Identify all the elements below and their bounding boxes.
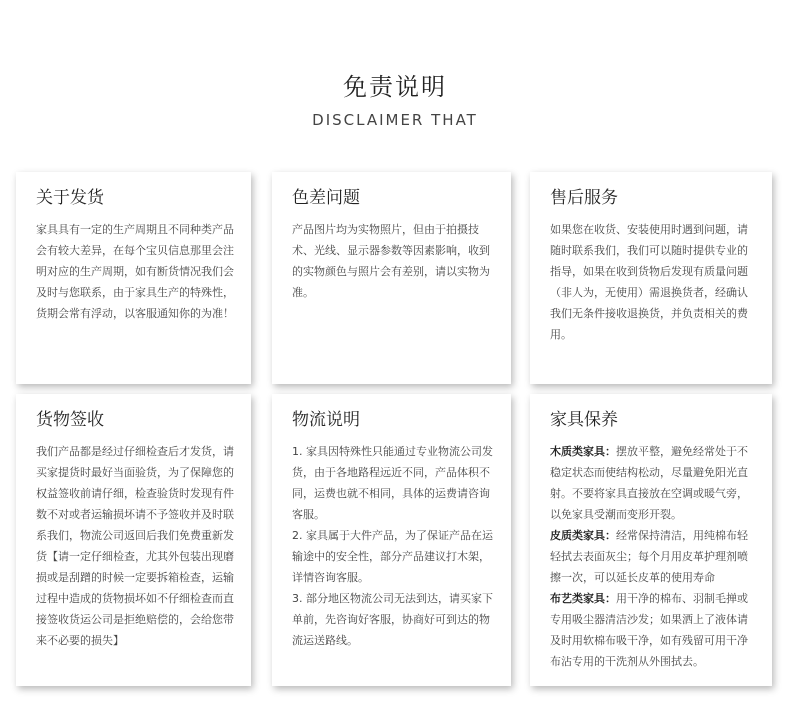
page-header	[0, 70, 790, 130]
card-body	[292, 219, 497, 303]
maintenance-item-label: 木质类家具：	[550, 445, 616, 458]
card-title: 货物签收	[36, 410, 104, 430]
maintenance-item-text: 用干净的棉布、羽制毛掸或专用吸尘器清洁沙发；如果洒上了液体请及时用软棉布吸干净，如有残留可用干净布沾专用的干洗剂从外围拭去。	[550, 592, 748, 668]
card-body	[550, 441, 758, 672]
card-body	[36, 219, 237, 324]
card-body	[36, 441, 237, 651]
card-paragraph: 2. 家具属于大件产品，为了保证产品在运输途中的安全性，部分产品建议打木架，详情咨询客服。	[292, 529, 493, 584]
maintenance-item	[550, 441, 758, 525]
card-paragraph: 如果您在收货、安装使用时遇到问题，请随时联系我们，我们可以随时提供专业的指导，如果在收到货物后发现有质量问题（非人为，无使用）需退换货者，经确认我们无条件接收退换货，并负责相关的费用。	[550, 223, 748, 341]
page-title: 免责说明	[343, 73, 447, 101]
card-title: 色差问题	[292, 188, 360, 208]
card-paragraph: 3. 部分地区物流公司无法到达，请买家下单前，先咨询好客服，协商好可到达的物流运送路线。	[292, 592, 493, 647]
card-shipping	[16, 172, 251, 384]
page-subtitle: DISCLAIMER THAT	[312, 111, 478, 129]
card-paragraph: 家具具有一定的生产周期且不同种类产品会有较大差异，在每个宝贝信息那里会注明对应的生产周期，如有断货情况我们会及时与您联系，由于家具生产的特殊性，货期会常有浮动，以客服通知你的为准！	[36, 223, 234, 320]
maintenance-item-label: 皮质类家具：	[550, 529, 616, 542]
card-logistics	[272, 394, 511, 686]
card-paragraph: 1. 家具因特殊性只能通过专业物流公司发货，由于各地路程远近不同，产品体积不同，运费也就不相同，具体的运费请咨询客服。	[292, 445, 493, 521]
card-body	[292, 441, 497, 651]
maintenance-item-text: 摆放平整，避免经常处于不稳定状态而使结构松动，尽量避免阳光直射。不要将家具直接放在空调或暖气旁，以免家具受潮而变形开裂。	[550, 445, 748, 521]
maintenance-item	[550, 588, 758, 672]
card-receipt	[16, 394, 251, 686]
card-body	[550, 219, 758, 345]
card-title: 家具保养	[550, 410, 618, 430]
maintenance-item-text: 经常保持清洁，用纯棉布轻轻拭去表面灰尘；每个月用皮革护理剂喷擦一次，可以延长皮革的使用寿命	[550, 529, 748, 584]
card-title: 物流说明	[292, 410, 360, 430]
maintenance-item-label: 布艺类家具：	[550, 592, 616, 605]
card-paragraph: 我们产品都是经过仔细检查后才发货，请买家提货时最好当面验货，为了保障您的权益签收前请仔细，检查验货时发现有件数不对或者运输损坏请不予签收并及时联系我们，物流公司返回后我们免费重新发货【请一定仔细检查，尤其外包装出现磨损或是刮蹭的时候一定要拆箱检查，运输过程中造成的货物损坏如不仔细检查而直接签收货运公司是拒绝赔偿的，会给您带来不必要的损失】	[36, 445, 234, 647]
card-title: 关于发货	[36, 188, 104, 208]
maintenance-item	[550, 525, 758, 588]
card-maintenance	[530, 394, 772, 686]
card-color-difference	[272, 172, 511, 384]
card-title: 售后服务	[550, 188, 618, 208]
card-after-sales	[530, 172, 772, 384]
card-paragraph: 产品图片均为实物照片，但由于拍摄技术、光线、显示器参数等因素影响，收到的实物颜色与照片会有差别，请以实物为准。	[292, 223, 490, 299]
